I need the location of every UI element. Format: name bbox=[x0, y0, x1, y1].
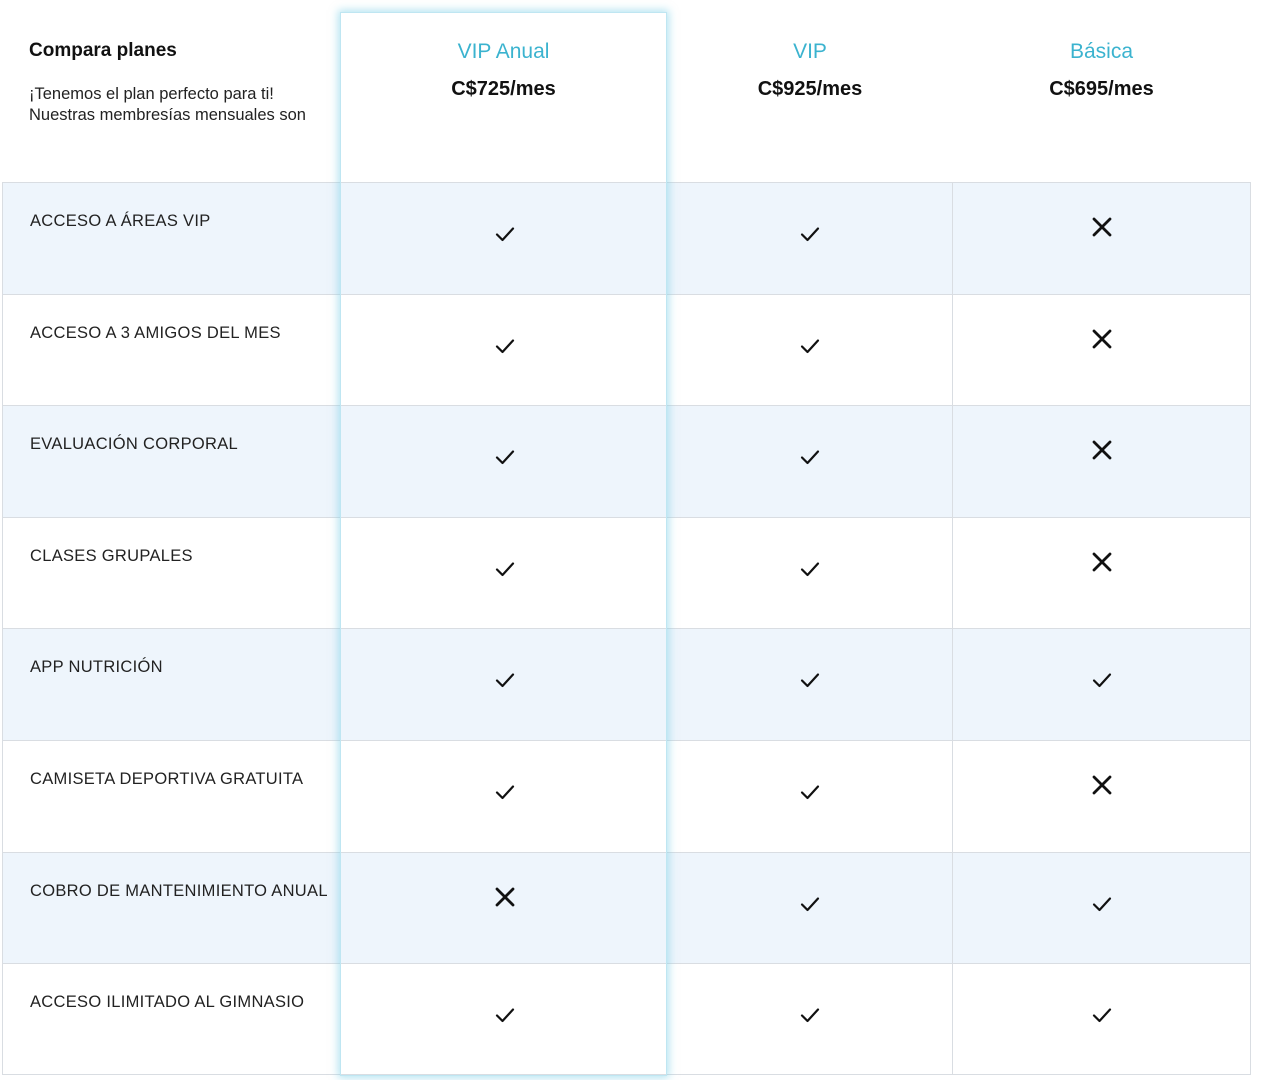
feature-cell bbox=[952, 629, 1251, 740]
feature-label: EVALUACIÓN CORPORAL bbox=[30, 435, 239, 454]
checkmark-icon bbox=[494, 406, 516, 517]
table-row bbox=[2, 182, 1251, 294]
checkmark-icon bbox=[494, 964, 516, 1074]
page-subtitle: ¡Tenemos el plan perfecto para ti! Nuestras membresías mensuales son bbox=[29, 85, 306, 124]
row-divider bbox=[2, 964, 3, 1074]
feature-cell bbox=[952, 295, 1251, 406]
feature-label: APP NUTRICIÓN bbox=[30, 658, 163, 677]
table-row bbox=[2, 405, 1251, 517]
plan-header-vip bbox=[668, 40, 952, 101]
plan-price: C$925/mes bbox=[757, 78, 863, 100]
feature-cell bbox=[341, 183, 668, 294]
feature-label: ACCESO A 3 AMIGOS DEL MES bbox=[30, 323, 281, 342]
table-row bbox=[2, 517, 1251, 629]
feature-label: ACCESO ILIMITADO AL GIMNASIO bbox=[30, 993, 305, 1012]
row-divider bbox=[2, 406, 3, 517]
feature-cell bbox=[952, 853, 1251, 964]
compare-header bbox=[29, 40, 329, 126]
row-divider bbox=[2, 629, 3, 740]
row-divider bbox=[2, 853, 3, 964]
feature-cell bbox=[952, 964, 1251, 1074]
feature-label: CLASES GRUPALES bbox=[30, 546, 193, 565]
plan-name: VIP bbox=[793, 40, 827, 63]
feature-cell bbox=[668, 741, 952, 852]
checkmark-icon bbox=[799, 964, 821, 1074]
feature-cell bbox=[668, 964, 952, 1074]
checkmark-icon bbox=[799, 518, 821, 629]
cross-icon bbox=[1090, 183, 1114, 294]
checkmark-icon bbox=[494, 629, 516, 740]
cross-icon bbox=[1090, 518, 1114, 629]
cross-icon bbox=[1090, 295, 1114, 406]
checkmark-icon bbox=[494, 295, 516, 406]
row-divider bbox=[2, 183, 3, 294]
feature-cell bbox=[952, 518, 1251, 629]
feature-cell bbox=[668, 518, 952, 629]
feature-cell bbox=[341, 629, 668, 740]
table-row bbox=[2, 740, 1251, 852]
checkmark-icon bbox=[799, 183, 821, 294]
plan-name: VIP Anual bbox=[457, 40, 550, 63]
feature-label: COBRO DE MANTENIMIENTO ANUAL bbox=[30, 881, 328, 900]
table-row bbox=[2, 963, 1251, 1075]
checkmark-icon bbox=[799, 853, 821, 964]
cross-icon bbox=[493, 853, 517, 964]
feature-cell bbox=[341, 406, 668, 517]
table-row bbox=[2, 852, 1251, 964]
feature-cell bbox=[341, 741, 668, 852]
checkmark-icon bbox=[799, 741, 821, 852]
checkmark-icon bbox=[1091, 853, 1113, 964]
checkmark-icon bbox=[1091, 964, 1113, 1074]
page-title: Compara planes bbox=[29, 40, 177, 61]
feature-cell bbox=[952, 741, 1251, 852]
checkmark-icon bbox=[799, 406, 821, 517]
feature-cell bbox=[341, 295, 668, 406]
feature-label: CAMISETA DEPORTIVA GRATUITA bbox=[30, 769, 304, 788]
feature-cell bbox=[668, 295, 952, 406]
plan-header-vip-anual bbox=[340, 40, 667, 101]
plan-price: C$725/mes bbox=[451, 78, 556, 100]
feature-cell bbox=[668, 853, 952, 964]
feature-cell bbox=[341, 518, 668, 629]
row-divider bbox=[2, 295, 3, 406]
feature-label: ACCESO A ÁREAS VIP bbox=[30, 212, 211, 230]
cross-icon bbox=[1090, 741, 1114, 852]
plan-header-basica bbox=[952, 40, 1251, 101]
row-divider bbox=[2, 518, 3, 629]
feature-cell bbox=[341, 964, 668, 1074]
checkmark-icon bbox=[494, 183, 516, 294]
table-row bbox=[2, 628, 1251, 740]
feature-cell bbox=[952, 183, 1251, 294]
checkmark-icon bbox=[494, 518, 516, 629]
checkmark-icon bbox=[1091, 629, 1113, 740]
feature-cell bbox=[341, 853, 668, 964]
plan-name: Básica bbox=[1069, 40, 1134, 63]
table-row bbox=[2, 294, 1251, 406]
checkmark-icon bbox=[494, 741, 516, 852]
cross-icon bbox=[1090, 406, 1114, 517]
feature-cell bbox=[668, 629, 952, 740]
feature-cell bbox=[668, 183, 952, 294]
checkmark-icon bbox=[799, 629, 821, 740]
checkmark-icon bbox=[799, 295, 821, 406]
comparison-table bbox=[2, 182, 1251, 1075]
feature-cell bbox=[952, 406, 1251, 517]
plan-price: C$695/mes bbox=[1049, 78, 1154, 100]
row-divider bbox=[2, 741, 3, 852]
feature-cell bbox=[668, 406, 952, 517]
